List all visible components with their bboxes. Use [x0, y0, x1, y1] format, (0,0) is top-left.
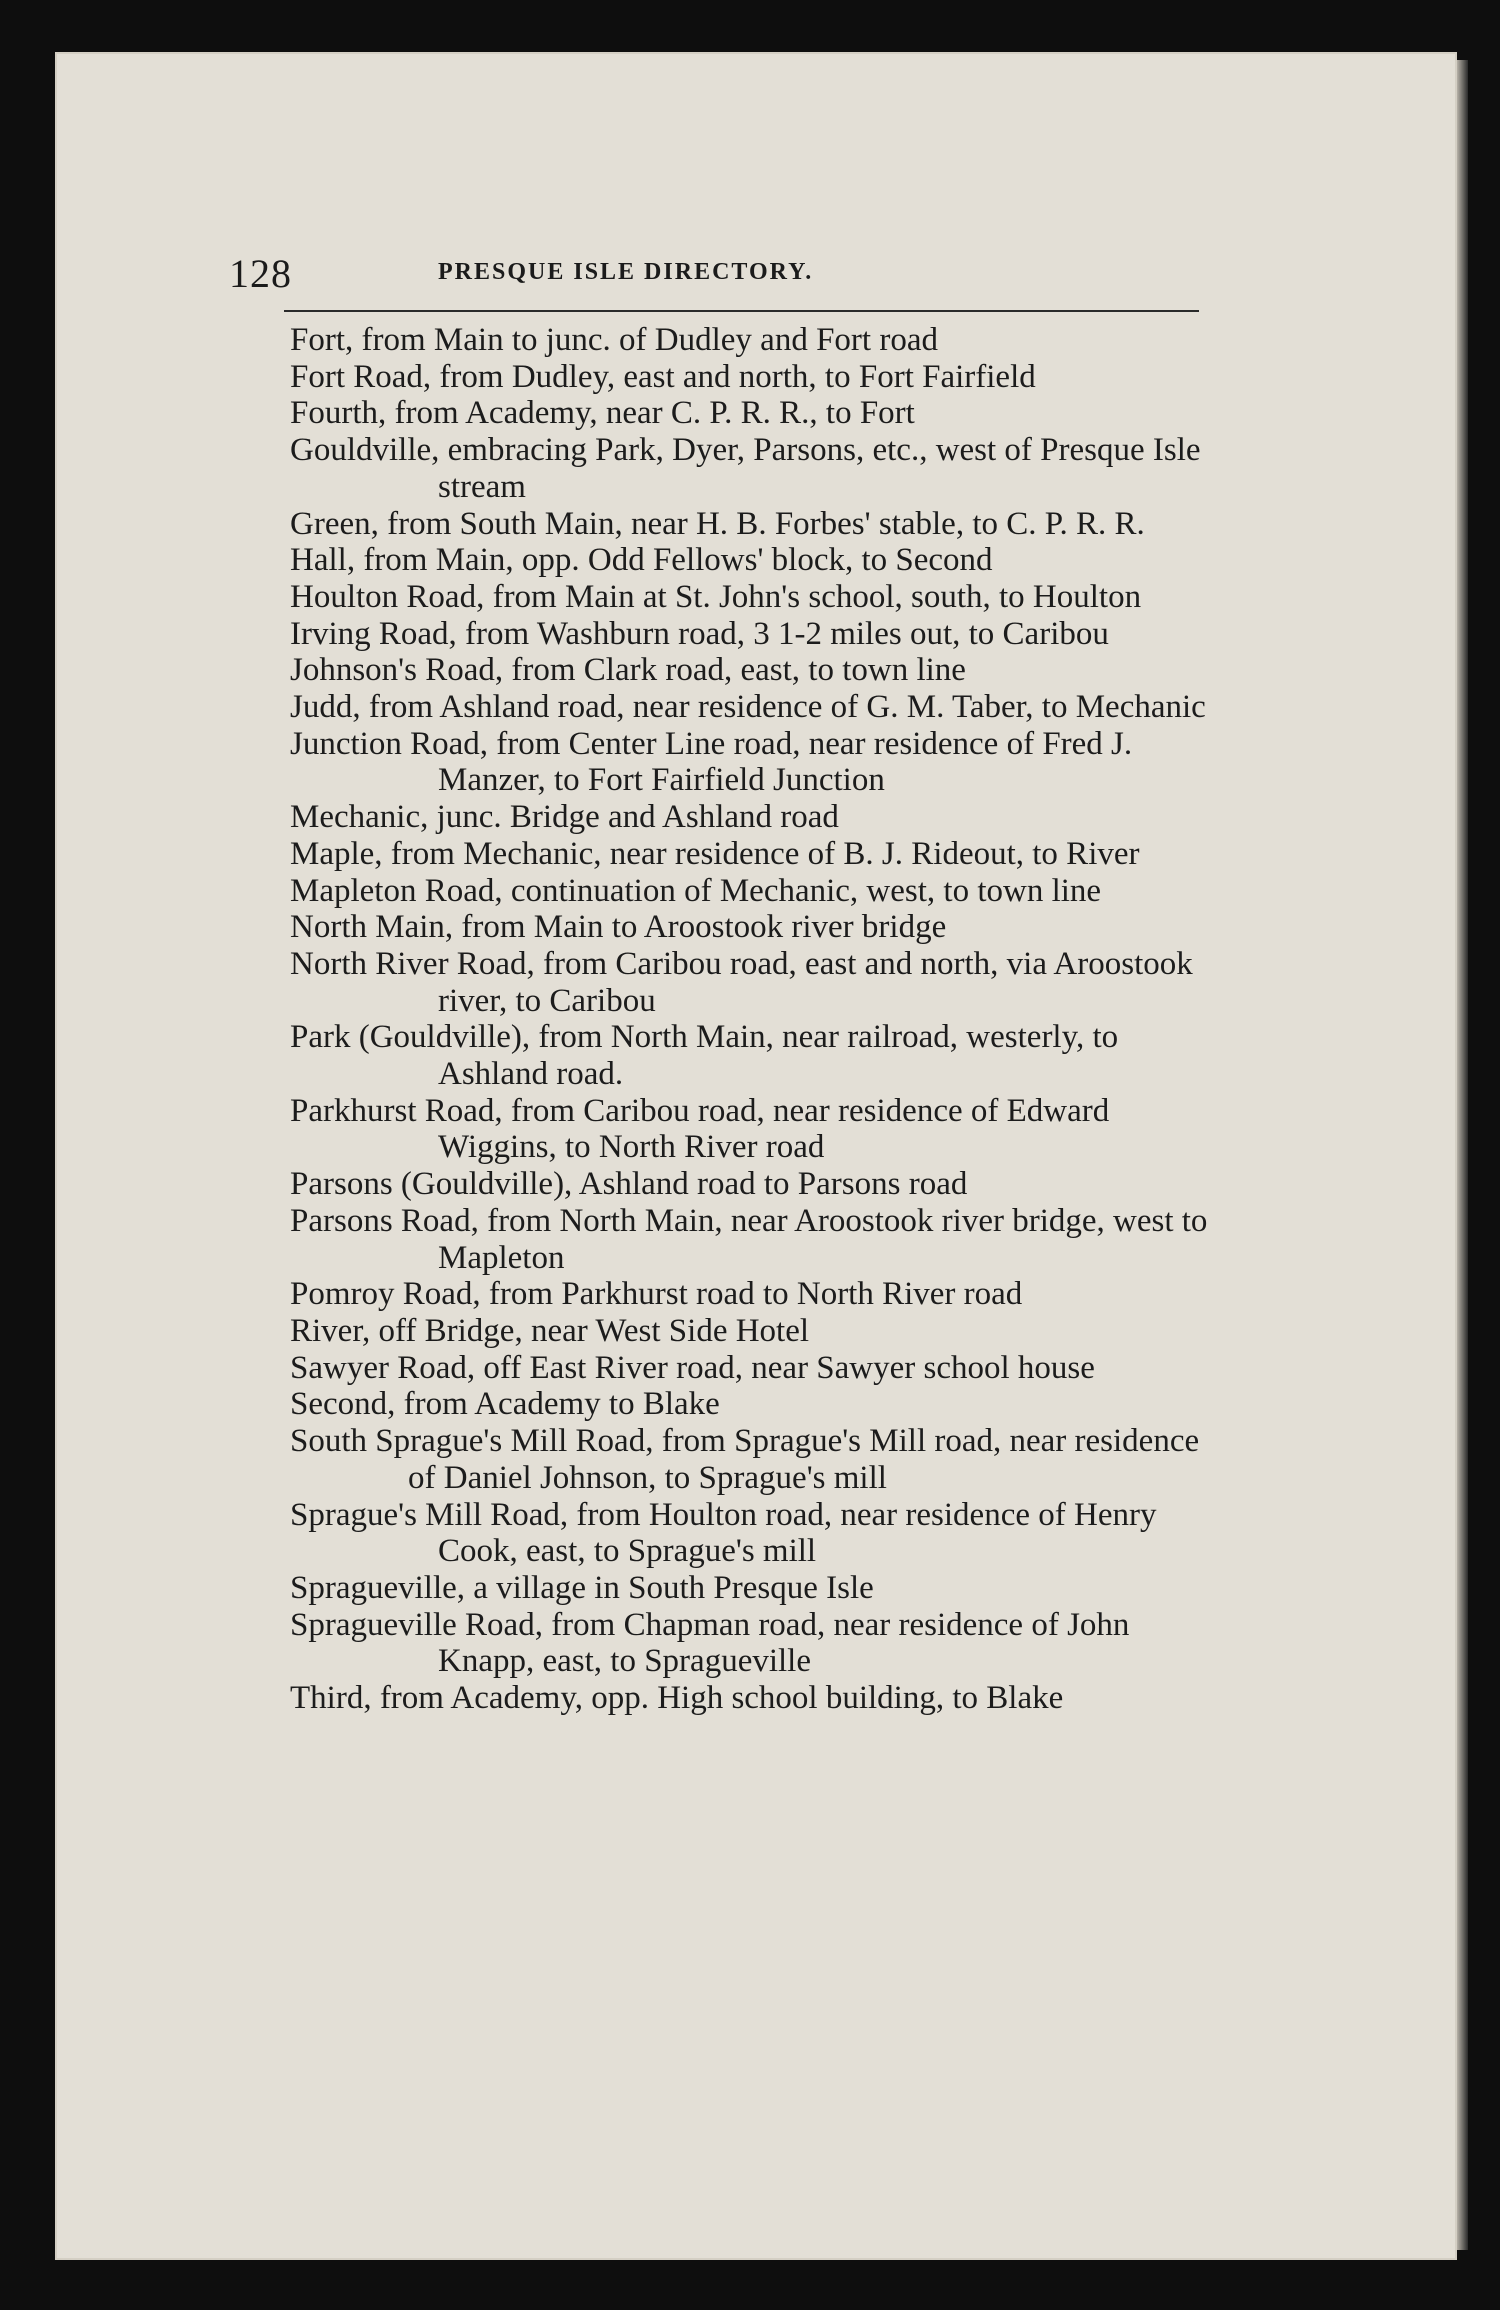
street-entry: Sprague's Mill Road, from Houlton road, near residence of Henry Cook, east, to Sprague's mill: [290, 1496, 1157, 1570]
page-number: 128: [229, 251, 292, 296]
street-entry: Spragueville Road, from Chapman road, near residence of John Knapp, east, to Spragueville: [290, 1606, 1130, 1680]
street-entry: Gouldville, embracing Park, Dyer, Parsons, etc., west of Presque Isle stream: [290, 432, 1201, 505]
street-entry: South Sprague's Mill Road, from Sprague's Mill road, near residence of Daniel Johnson, to Sprague's mill: [290, 1423, 1200, 1496]
header-rule: [284, 310, 1199, 312]
street-entry: North River Road, from Caribou road, east and north, via Aroostook river, to Caribou: [290, 945, 1193, 1019]
page-header: [229, 250, 1199, 310]
street-entry: Hall, from Main, opp. Odd Fellows' block, to Second: [290, 542, 993, 579]
street-entry: Mechanic, junc. Bridge and Ashland road: [290, 799, 839, 836]
street-entry: Second, from Academy to Blake: [290, 1386, 720, 1423]
street-entry: Fort, from Main to junc. of Dudley and Fort road: [290, 322, 938, 358]
street-entry: Fourth, from Academy, near C. P. R. R., to Fort: [290, 395, 915, 432]
street-entry: Johnson's Road, from Clark road, east, to town line: [290, 652, 966, 689]
street-entry: Parsons (Gouldville), Ashland road to Parsons road: [290, 1166, 968, 1203]
street-entry: Pomroy Road, from Parkhurst road to North River road: [290, 1276, 1023, 1313]
street-entry: River, off Bridge, near West Side Hotel: [290, 1312, 810, 1349]
street-entry: Maple, from Mechanic, near residence of B. J. Rideout, to River: [290, 835, 1140, 872]
street-entry: Houlton Road, from Main at St. John's school, south, to Houlton: [290, 578, 1142, 615]
street-entry: Sawyer Road, off East River road, near Sawyer school house: [290, 1349, 1095, 1386]
street-entry: Parsons Road, from North Main, near Aroostook river bridge, west to Mapleton: [290, 1202, 1208, 1276]
street-entry: Third, from Academy, opp. High school building, to Blake: [290, 1680, 1064, 1717]
street-entry: Fort Road, from Dudley, east and north, to Fort Fairfield: [290, 358, 1036, 395]
street-directory-list: [290, 322, 1230, 1717]
street-entry: Irving Road, from Washburn road, 3 1-2 miles out, to Caribou: [290, 615, 1109, 652]
street-entry: Parkhurst Road, from Caribou road, near residence of Edward Wiggins, to North River road: [290, 1092, 1110, 1166]
street-entry: Junction Road, from Center Line road, near residence of Fred J. Manzer, to Fort Fairfield Junction: [290, 725, 1133, 799]
street-entry: Spragueville, a village in South Presque Isle: [290, 1569, 874, 1606]
street-entry: Mapleton Road, continuation of Mechanic, west, to town line: [290, 872, 1102, 909]
running-title: PRESQUE ISLE DIRECTORY.: [438, 259, 814, 285]
street-entry: Judd, from Ashland road, near residence of G. M. Taber, to Mechanic: [290, 689, 1206, 726]
street-entry: Park (Gouldville), from North Main, near railroad, westerly, to Ashland road.: [290, 1019, 1119, 1093]
street-entry: North Main, from Main to Aroostook river bridge: [290, 909, 947, 946]
street-entry: Green, from South Main, near H. B. Forbes' stable, to C. P. R. R.: [290, 505, 1145, 542]
